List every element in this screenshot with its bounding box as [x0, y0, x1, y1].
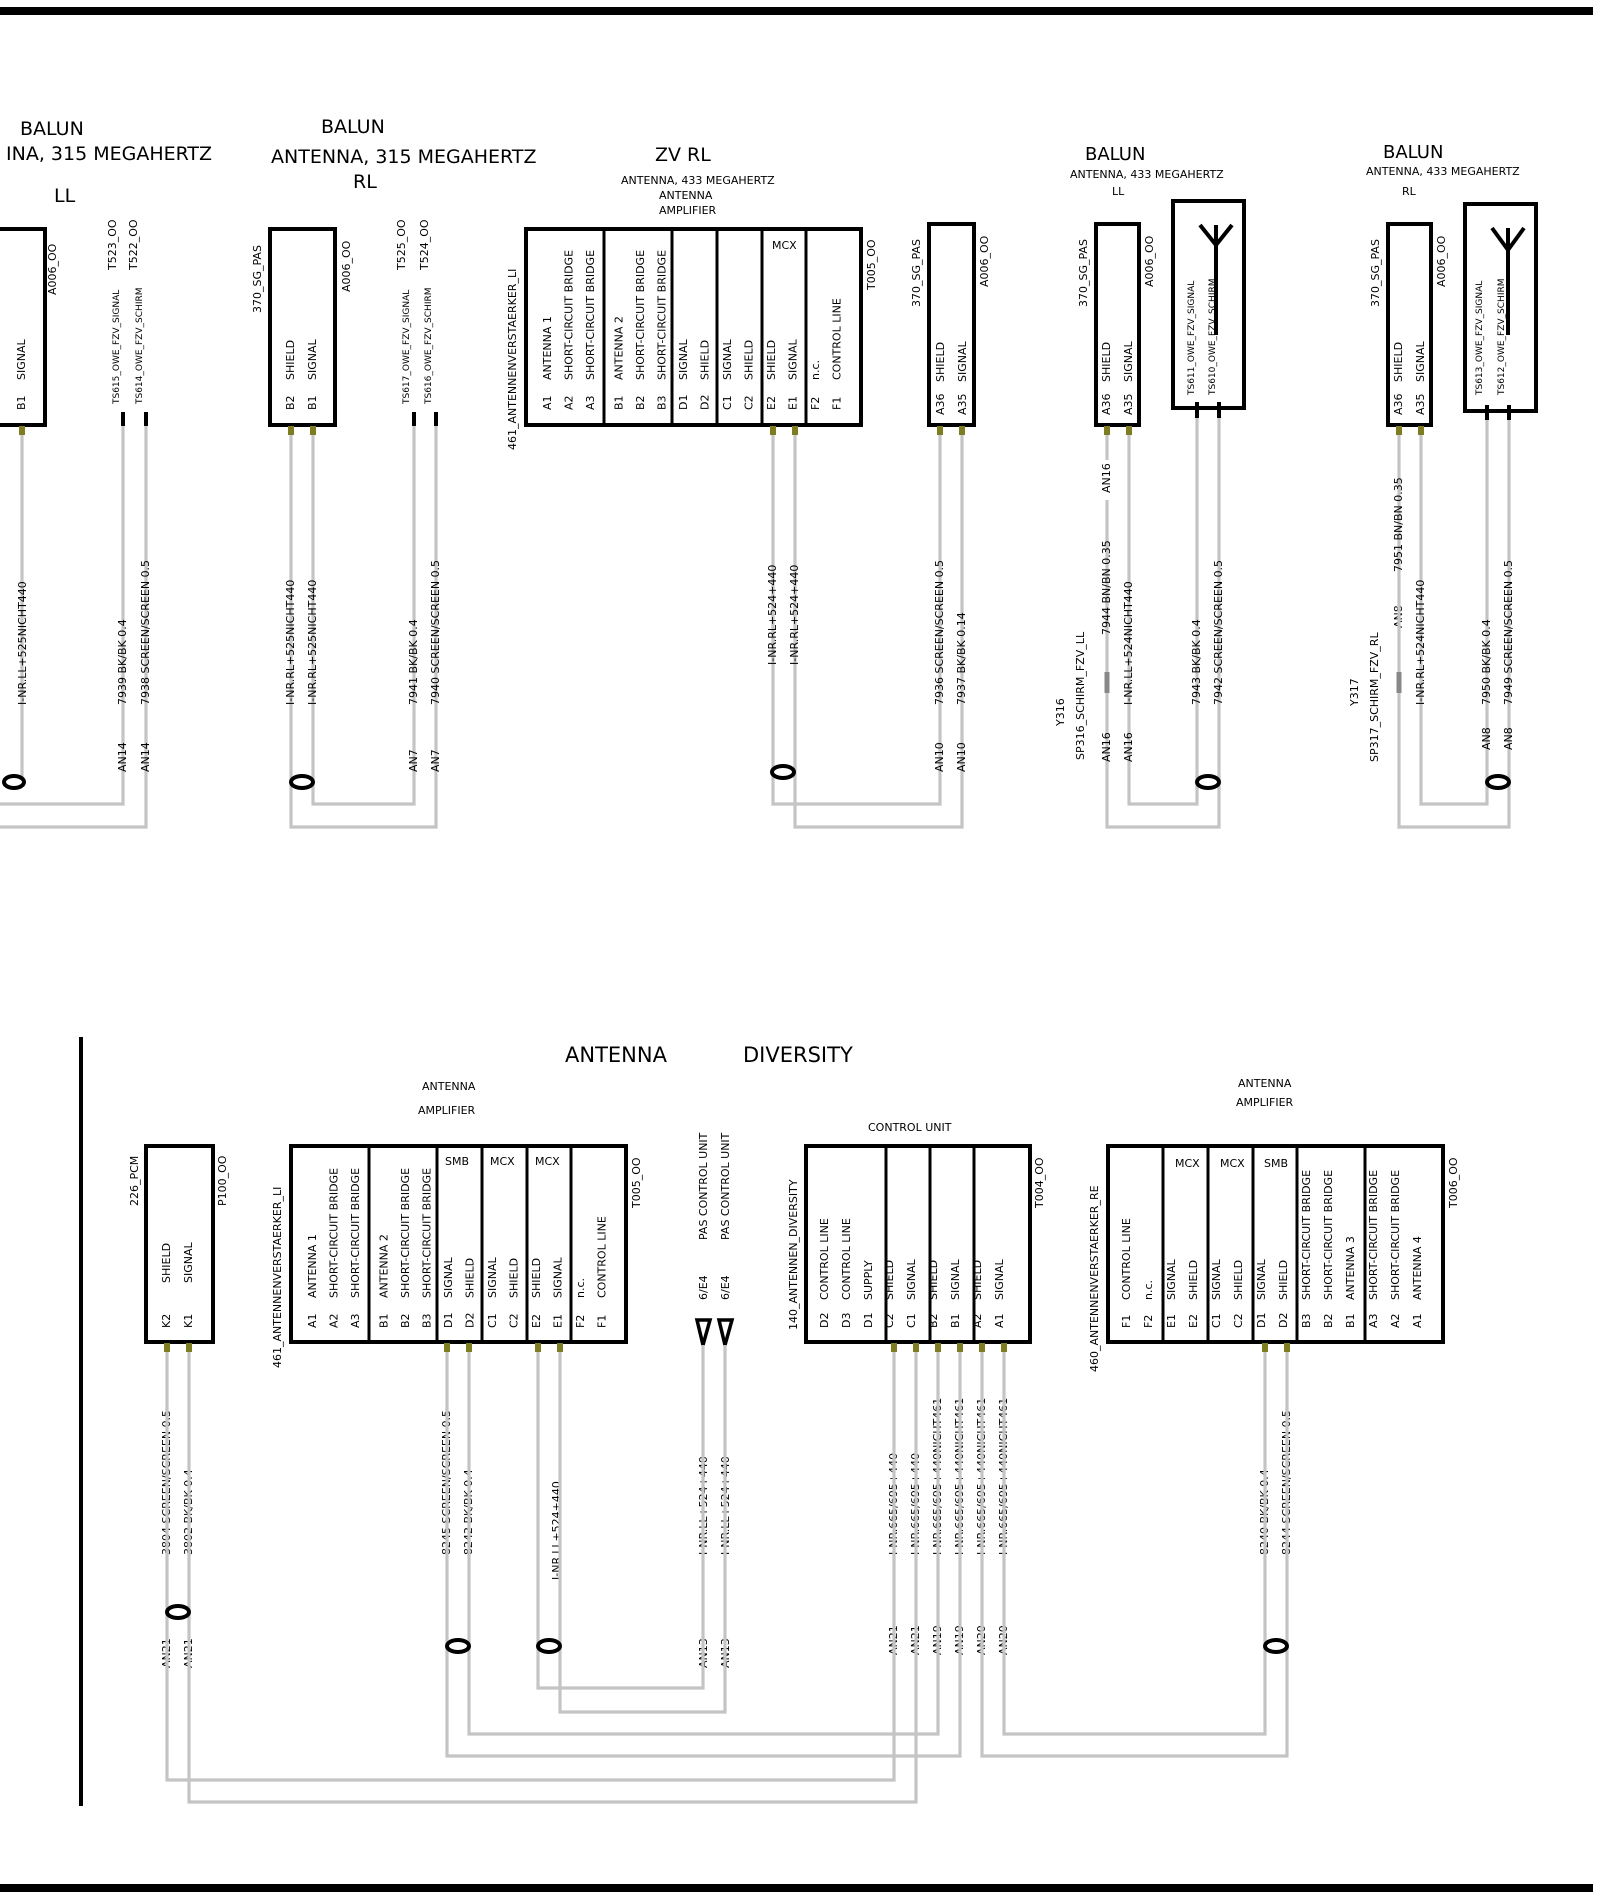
pin-id: A1 [993, 1313, 1006, 1328]
balun-315-rl [251, 116, 536, 827]
pin-name: SHIELD [507, 1257, 521, 1298]
connector-id: A006_OO [978, 235, 991, 287]
balun-subtitle: ANTENNA, 315 MEGAHERTZ [271, 146, 537, 168]
pin-id: A1 [306, 1313, 319, 1328]
pin-id: B1 [949, 1313, 962, 1328]
an-label: AN20 [997, 1625, 1010, 1655]
mcx-label: MCX [772, 239, 797, 252]
pin-id: C2 [742, 395, 756, 410]
pin-id: D1 [862, 1312, 875, 1328]
pin-name: SHIELD [927, 1259, 940, 1300]
balun-433-rl [1348, 142, 1536, 827]
pin-id: B1 [377, 1313, 391, 1328]
ts-connector: T522_OO [127, 219, 140, 270]
pin-id: F1 [595, 1314, 609, 1328]
pin-name: SHORT-CIRCUIT BRIDGE [1367, 1169, 1380, 1300]
wire-label: I-NR.RL+525NICHT440 [306, 579, 319, 705]
connector-type: MCX [535, 1155, 560, 1168]
pin-id: A2 [327, 1313, 341, 1328]
pin-name: SIGNAL [1414, 341, 1427, 382]
an-label: AN21 [182, 1638, 195, 1668]
pin-name: SHIELD [971, 1259, 984, 1300]
pin-id: F1 [1120, 1314, 1133, 1328]
pin-id: F2 [1142, 1314, 1155, 1328]
amp-subtitle: ANTENNA [1238, 1077, 1292, 1090]
balun-title: BALUN [321, 116, 385, 138]
pin-name: SIGNAL [1165, 1259, 1178, 1300]
pin-id: C1 [486, 1313, 499, 1328]
pin-name: SHORT-CIRCUIT BRIDGE [1322, 1169, 1335, 1300]
pin-id: C1 [721, 395, 734, 410]
pin-name: ANTENNA 3 [1344, 1236, 1357, 1300]
wire-label: I-NR.665/695+440NICHT461 [931, 1397, 944, 1555]
balun-position: RL [1402, 185, 1416, 198]
pin-name: SHIELD [1277, 1259, 1290, 1300]
wire-label: I-NR.665/695+440 [909, 1452, 922, 1555]
amp-title: ZV RL [655, 144, 711, 166]
pin-id: 6/E4 [697, 1275, 710, 1300]
an-label: AN8 [1392, 605, 1405, 628]
pin-id: D1 [1255, 1312, 1268, 1328]
wire-label: 7936 SCREEN/SCREEN 0.5 [933, 559, 946, 705]
an-label: AN19 [931, 1625, 944, 1655]
pin-name: SHIELD [1100, 341, 1113, 382]
pin-name: CONTROL LINE [840, 1218, 853, 1300]
pcm-connector [128, 1146, 229, 1668]
ts-signal: TS614_OWE_FZV_SCHIRM [135, 287, 145, 404]
pin-name: SHORT-CIRCUIT BRIDGE [655, 249, 669, 380]
wire-label: 7943 BK/BK 0.4 [1190, 619, 1203, 705]
pin-name: SHORT-CIRCUIT BRIDGE [420, 1167, 434, 1298]
balun-433-ll [1054, 144, 1244, 827]
ts-signal: TS616_OWE_FZV_SCHIRM [424, 287, 434, 404]
pin-id: A35 [1414, 393, 1427, 415]
pin-name: SIGNAL [993, 1259, 1006, 1300]
pin-name: PAS CONTROL UNIT [719, 1132, 732, 1240]
balun-position: LL [1112, 185, 1125, 198]
pin-name: n.c. [809, 359, 822, 380]
pin-id: E1 [786, 396, 800, 410]
pin-id: B1 [1344, 1313, 1357, 1328]
an-label: AN8 [1502, 727, 1515, 750]
pin-terminal [19, 426, 25, 435]
wire-label: 8240 BK/BK 0.4 [1258, 1469, 1271, 1555]
an-label: AN16 [1100, 463, 1113, 493]
connector-id: A006_OO [1435, 235, 1448, 287]
wire-label: 3802 BK/BK 0.4 [182, 1469, 195, 1555]
pin-name: SIGNAL [949, 1259, 962, 1300]
pin-name: ANTENNA 2 [612, 316, 626, 380]
an-label: AN13 [697, 1638, 710, 1668]
wire-label: I-NR.LL+524NICHT440 [1122, 581, 1135, 705]
pin-id: K1 [182, 1313, 195, 1328]
connector-id: 226_PCM [128, 1155, 141, 1206]
pin-name: SHIELD [530, 1257, 543, 1298]
pin-name: SHIELD [934, 341, 947, 382]
pin-id: E2 [765, 396, 778, 410]
pin-id: B1 [306, 395, 319, 410]
an-label: AN10 [955, 742, 968, 772]
pin-name: SHORT-CIRCUIT BRIDGE [562, 249, 576, 380]
pin-id: C2 [507, 1313, 521, 1328]
balun-title: BALUN [1383, 142, 1444, 163]
pin-id: E2 [1187, 1314, 1200, 1328]
wire-label: 3804 SCREEN/SCREEN 0.5 [160, 1409, 173, 1555]
pin-id: A2 [562, 395, 576, 410]
pin-name: SIGNAL [486, 1257, 499, 1298]
ts-signal: TS611_OWE_FZV_SIGNAL [1187, 280, 1197, 395]
wire-label: 7949 SCREEN/SCREEN 0.5 [1502, 559, 1515, 705]
pin-id: B3 [420, 1313, 434, 1328]
pin-id: D1 [677, 394, 690, 410]
connector-box [270, 229, 335, 425]
pin-name: SIGNAL [956, 341, 969, 382]
section-title-left: ANTENNA [565, 1043, 667, 1067]
wire-label: 7937 BK/BK 0.14 [955, 612, 968, 705]
connector-id: P100_OO [216, 1155, 229, 1206]
an-label: AN10 [933, 742, 946, 772]
connector-type: SMB [445, 1155, 470, 1168]
connector-id: 460_ANTENNENVERSTAERKER_RE [1088, 1185, 1101, 1372]
balun-position: LL [54, 185, 76, 207]
amplifier-li [271, 1080, 643, 1580]
section-title-right: DIVERSITY [743, 1043, 853, 1067]
pin-id: F2 [574, 1314, 587, 1328]
pin-id: C2 [883, 1313, 896, 1328]
pin-id: E1 [1165, 1314, 1178, 1328]
pin-id: K2 [160, 1313, 173, 1328]
pin-id: F2 [809, 396, 822, 410]
pin-name: ANTENNA 2 [377, 1234, 391, 1298]
balun-title: BALUN [1085, 144, 1146, 165]
splice-name: SP317_SCHIRM_FZV_RL [1368, 632, 1381, 762]
pin-name: SIGNAL [442, 1257, 455, 1298]
splice-name: SP316_SCHIRM_FZV_LL [1074, 631, 1087, 760]
pin-id: 6/E4 [719, 1275, 732, 1300]
pin-id: C1 [905, 1313, 918, 1328]
wire-label: I-NR.665/695+440 [887, 1452, 900, 1555]
pin-id: A36 [1392, 393, 1405, 415]
pin-name: CONTROL LINE [830, 298, 844, 380]
an-label: AN8 [1480, 727, 1493, 750]
pin-name: SHORT-CIRCUIT BRIDGE [634, 249, 647, 380]
pin-name: PAS CONTROL UNIT [697, 1132, 710, 1240]
pin-name: SHIELD [698, 339, 712, 380]
pin-name: SHIELD [742, 339, 756, 380]
amp-subtitle: ANTENNA [422, 1080, 476, 1093]
connector-id: T005_OO [865, 239, 878, 290]
pin-name: SHIELD [883, 1259, 896, 1300]
pin-name: SIGNAL [721, 339, 734, 380]
splice-id: Y317 [1348, 678, 1361, 706]
pin-name: ANTENNA 1 [541, 316, 554, 380]
ts-connector: T524_OO [418, 219, 431, 270]
pin-name: SIGNAL [1122, 341, 1135, 382]
connector-type: MCX [1175, 1157, 1200, 1170]
an-label: AN14 [116, 742, 129, 772]
pin-name: SIGNAL [1255, 1259, 1268, 1300]
pin-id: B2 [634, 395, 647, 410]
pin-name: SIGNAL [551, 1257, 565, 1298]
connector-type: MCX [1220, 1157, 1245, 1170]
pin-name: SIGNAL [905, 1259, 918, 1300]
pin-id: D2 [818, 1312, 831, 1328]
pin-id: A3 [1367, 1313, 1380, 1328]
pin-id: A2 [971, 1313, 984, 1328]
connector-id: A006_OO [46, 243, 59, 295]
ts-connector: T523_OO [106, 219, 119, 270]
connector-id: 461_ANTENNENVERSTAERKER_LI [506, 268, 519, 450]
connector-id: T006_OO [1447, 1157, 1460, 1208]
wire-label: 7951 BN/BN 0.35 [1392, 477, 1405, 572]
wire-label: 7950 BK/BK 0.4 [1480, 619, 1493, 705]
an-label: AN7 [407, 749, 420, 772]
cu-subtitle: CONTROL UNIT [868, 1121, 952, 1134]
wire-label: I-NR.LL+524+440 [719, 1456, 732, 1555]
pin-name: SHORT-CIRCUIT BRIDGE [584, 249, 597, 380]
pin-name: SHORT-CIRCUIT BRIDGE [349, 1167, 362, 1298]
wire-label: 7939 BK/BK 0.4 [116, 619, 129, 705]
ts-signal: TS617_OWE_FZV_SIGNAL [402, 289, 412, 404]
connector-id: 370_SG_PAS [251, 245, 264, 313]
ts-signal: TS610_OWE_FZV_SCHIRM [1208, 278, 1218, 395]
wire-label: I-NR.RL+524NICHT440 [1414, 579, 1427, 705]
an-label: AN21 [909, 1625, 922, 1655]
ts-signal: TS612_OWE_FZV_SCHIRM [1497, 278, 1507, 395]
connector-id: T005_OO [630, 1157, 643, 1208]
connector-id: T004_OO [1033, 1157, 1046, 1208]
wire-label: I-NR.RL+524+440 [788, 564, 801, 665]
balun-subtitle: ANTENNA, 433 MEGAHERTZ [1070, 168, 1224, 181]
pin-id: A3 [349, 1313, 362, 1328]
pin-name: SHIELD [463, 1257, 477, 1298]
wire-label: I-NR.RL+524+440 [766, 564, 779, 665]
pin-id: C2 [1232, 1313, 1245, 1328]
pin-id: D2 [698, 394, 712, 410]
pin-name: SIGNAL [786, 339, 800, 380]
connector-id: 370_SG_PAS [1369, 239, 1382, 307]
an-label: AN21 [160, 1638, 173, 1668]
pin-name: SUPPLY [862, 1260, 875, 1300]
pin-name: SHIELD [1392, 341, 1405, 382]
wire-label: 7938 SCREEN/SCREEN 0.5 [139, 559, 152, 705]
pin-id: B3 [1300, 1313, 1313, 1328]
amp-subtitle: AMPLIFIER [418, 1104, 476, 1117]
pin-name: ANTENNA 4 [1411, 1236, 1424, 1300]
pin-name: SHORT-CIRCUIT BRIDGE [1300, 1169, 1313, 1300]
pin-name: n.c. [574, 1277, 587, 1298]
wire-label: 8245 SCREEN/SCREEN 0.5 [440, 1409, 453, 1555]
pin-id: B2 [399, 1313, 412, 1328]
balun-subtitle: INA, 315 MEGAHERTZ [6, 143, 213, 165]
wire-label: I-NR.LL+524+440 [697, 1456, 710, 1555]
amp-subtitle: AMPLIFIER [1236, 1096, 1294, 1109]
pin-id: B3 [655, 395, 669, 410]
pin-id: E1 [551, 1314, 565, 1328]
ts-signal: TS613_OWE_FZV_SIGNAL [1475, 280, 1485, 395]
connector-id: A006_OO [340, 240, 353, 292]
pin-id: D1 [442, 1312, 455, 1328]
ts-connector: T525_OO [395, 219, 408, 270]
pin-id: A35 [1122, 393, 1135, 415]
pin-id: B2 [284, 395, 297, 410]
pin-id: D3 [840, 1312, 853, 1328]
ts-signal: TS615_OWE_FZV_SIGNAL [112, 289, 122, 404]
wire-label: I-NR.RL+525NICHT440 [284, 579, 297, 705]
an-label: AN20 [975, 1625, 988, 1655]
pin-id: B2 [927, 1313, 940, 1328]
pin-id: A36 [934, 393, 947, 415]
wire-label: 7942 SCREEN/SCREEN 0.5 [1212, 559, 1225, 705]
pin-id: A36 [1100, 393, 1113, 415]
an-label: AN21 [887, 1625, 900, 1655]
an-label: AN7 [429, 749, 442, 772]
pin-name: SHORT-CIRCUIT BRIDGE [327, 1167, 341, 1298]
pin-name: SHORT-CIRCUIT BRIDGE [399, 1167, 412, 1298]
wire-label: 8242 BK/BK 0.4 [462, 1469, 475, 1555]
connector-type: SMB [1264, 1157, 1289, 1170]
wire-label: 8244 SCREEN/SCREEN 0.5 [1280, 1409, 1293, 1555]
pin-name: CONTROL LINE [818, 1218, 831, 1300]
connector-id: 370_SG_PAS [1077, 239, 1090, 307]
pin-name: n.c. [1142, 1279, 1155, 1300]
connector-id: 461_ANTENNENVERSTAERKER_LI [271, 1186, 284, 1368]
pin-name: SHIELD [284, 339, 297, 380]
pin-name: SIGNAL [182, 1242, 195, 1283]
pin-name: SIGNAL [306, 339, 319, 380]
connector-type: MCX [490, 1155, 515, 1168]
pin-name: SHORT-CIRCUIT BRIDGE [1389, 1169, 1402, 1300]
splice-id: Y316 [1054, 698, 1067, 726]
pin-name: SHIELD [160, 1242, 173, 1283]
wire-label: I-NR.LL+525NICHT440 [16, 581, 29, 705]
connector-id: 370_SG_PAS [910, 239, 923, 307]
pin-name: CONTROL LINE [595, 1216, 609, 1298]
wire-label: I-NR.665/695+440NICHT461 [997, 1397, 1010, 1555]
pin-id: B1 [15, 395, 28, 410]
zv-rl-amplifier [506, 144, 991, 827]
pin-id: A3 [584, 395, 597, 410]
pin-id: A2 [1389, 1313, 1402, 1328]
pin-id: A35 [956, 393, 969, 415]
pin-id: F1 [830, 396, 844, 410]
pin-id: A1 [541, 395, 554, 410]
wire-label: I-NR.LL+524+440 [550, 1481, 563, 1580]
pin-name: SHIELD [765, 339, 778, 380]
pin-id: C1 [1210, 1313, 1223, 1328]
an-label: AN19 [953, 1625, 966, 1655]
pin-name: ANTENNA 1 [306, 1234, 319, 1298]
wire-label: 7944 BN/BN 0.35 [1100, 540, 1113, 635]
amp-subtitle: AMPLIFIER [659, 204, 717, 217]
an-label: AN13 [719, 1638, 732, 1668]
an-label: AN16 [1122, 732, 1135, 762]
pin-id: A1 [1411, 1313, 1424, 1328]
balun-315-ll [0, 118, 212, 827]
wire-label: 7940 SCREEN/SCREEN 0.5 [429, 559, 442, 705]
pin-id: B1 [612, 395, 626, 410]
pin-name: CONTROL LINE [1120, 1218, 1133, 1300]
connector-id: 140_ANTENNEN_DIVERSITY [787, 1179, 800, 1330]
pin-id: D2 [1277, 1312, 1290, 1328]
an-label: AN14 [139, 742, 152, 772]
pin-name: SHIELD [1232, 1259, 1245, 1300]
pin-name: SIGNAL [15, 339, 28, 380]
amp-subtitle: ANTENNA, 433 MEGAHERTZ [621, 174, 775, 187]
pin-name: SIGNAL [677, 339, 690, 380]
pin-id: E2 [530, 1314, 543, 1328]
balun-subtitle: ANTENNA, 433 MEGAHERTZ [1366, 165, 1520, 178]
amplifier-box [526, 229, 861, 425]
pin-id: D2 [463, 1312, 477, 1328]
pin-id: B2 [1322, 1313, 1335, 1328]
bottom-wires [167, 1345, 1287, 1802]
an-label: AN16 [1100, 732, 1113, 762]
balun-position: RL [353, 171, 377, 193]
amplifier-re [1088, 1077, 1460, 1555]
wire-label: 7941 BK/BK 0.4 [407, 619, 420, 705]
amp-subtitle: ANTENNA [659, 189, 713, 202]
pin-name: SHIELD [1187, 1259, 1200, 1300]
balun-title: BALUN [20, 118, 84, 140]
connector-id: A006_OO [1143, 235, 1156, 287]
pin-name: SIGNAL [1210, 1259, 1223, 1300]
wire-label: I-NR.665/695+440NICHT461 [975, 1397, 988, 1555]
wire-label: I-NR.665/695+440NICHT461 [953, 1397, 966, 1555]
